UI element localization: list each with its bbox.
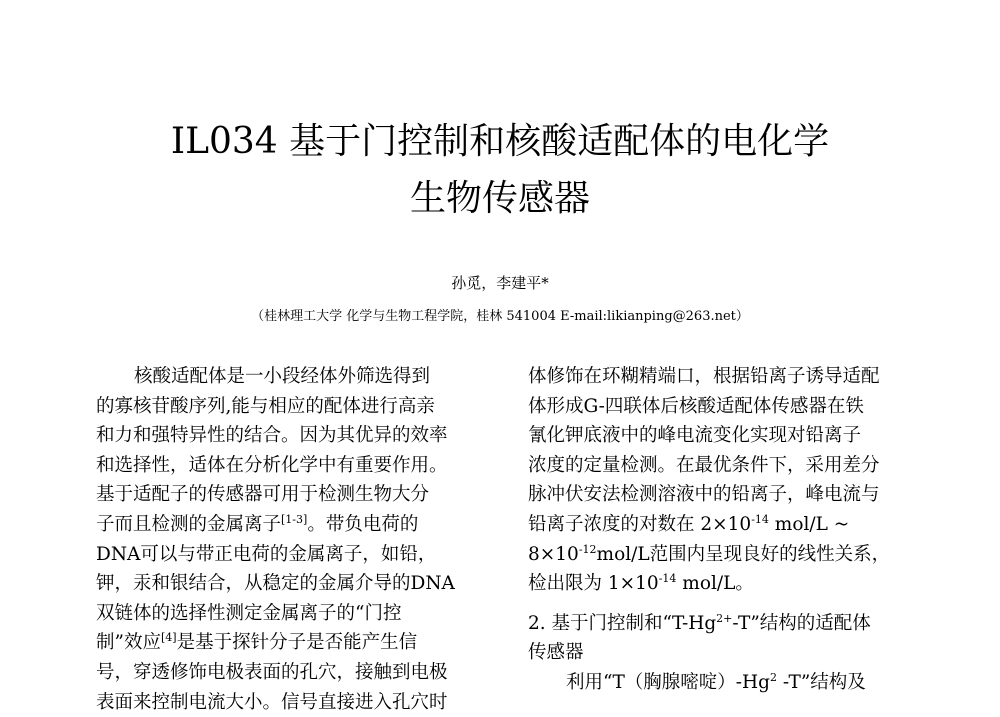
body-line: 双链体的选择性测定金属离子的“门控 xyxy=(96,602,402,624)
exponent: -14 xyxy=(751,512,769,526)
body-line xyxy=(528,668,912,698)
citation-ref: [4] xyxy=(160,631,177,645)
exponent: -14 xyxy=(658,572,677,585)
body-line xyxy=(528,569,912,599)
body-line xyxy=(528,540,912,570)
superscript: 2 xyxy=(770,670,778,684)
body-text: mol/L ~ xyxy=(768,513,850,535)
section-gap xyxy=(528,599,912,609)
body-line: 和力和强特异性的结合。因为其优异的效率 xyxy=(96,425,448,447)
body-line: 基于适配子的传感器可用于检测生物大分 xyxy=(96,484,430,506)
author-list: 孙觅，李建平* xyxy=(451,274,549,292)
body-text: 8×10 xyxy=(528,543,579,565)
body-line: DNA可以与带正电荷的金属离子，如铅， xyxy=(96,543,437,565)
left-column xyxy=(96,362,478,717)
affiliation: （桂林理工大学 化学与生物工程学院，桂林 541004 E-mail:likianping@263.net） xyxy=(251,309,749,324)
body-line: 脉冲伏安法检测溶液中的铅离子，峰电流与 xyxy=(528,484,880,506)
heading-text: 2. 基于门控制和“T-Hg xyxy=(528,612,717,634)
body-line: 体修饰在环糊精端口，根据铅离子诱导适配 xyxy=(528,366,880,387)
body-text: -T”结构及 xyxy=(777,671,866,693)
body-line: 和选择性，适体在分析化学中有重要作用。 xyxy=(96,454,448,476)
superscript: 2+ xyxy=(716,611,733,625)
body-text: mol/L范围内呈现良好的线性关系， xyxy=(596,543,891,565)
body-line xyxy=(96,628,478,658)
body-text: mol/L。 xyxy=(676,573,754,595)
exponent: -12 xyxy=(578,542,597,556)
paper-title-line-1: IL034 基于门控制和核酸适配体的电化学 xyxy=(170,121,830,162)
body-line: 号，穿透修饰电极表面的孔穴，接触到电极 xyxy=(96,661,448,683)
body-text: 子而且检测的金属离子 xyxy=(96,513,282,535)
section-heading-cont: 传感器 xyxy=(528,642,584,664)
body-text: 利用“T（胸腺嘧啶）-Hg xyxy=(566,671,771,693)
body-line: 的寡核苷酸序列,能与相应的配体进行高亲 xyxy=(96,395,435,417)
body-line: 钾，汞和银结合，从稳定的金属介导的DNA xyxy=(96,573,455,595)
right-column xyxy=(528,362,912,698)
body-line: 浓度的定量检测。在最优条件下，采用差分 xyxy=(528,454,880,476)
paper-title-line-2: 生物传感器 xyxy=(409,178,590,219)
body-line: 氰化钾底液中的峰电流变化实现对铅离子 xyxy=(528,425,862,447)
citation-ref: [1-3] xyxy=(281,512,308,526)
body-line xyxy=(528,510,912,540)
body-text: 。带负电荷的 xyxy=(307,513,419,535)
heading-text: -T”结构的适配体 xyxy=(732,612,871,634)
body-text: 铅离子浓度的对数在 2×10 xyxy=(528,513,752,535)
body-text: 制”效应 xyxy=(96,632,161,654)
section-heading xyxy=(528,609,912,639)
body-line: 核酸适配体是一小段经体外筛选得到 xyxy=(134,366,431,387)
body-line: 表面来控制电流大小。信号直接进入孔穴时 xyxy=(96,691,448,713)
body-line xyxy=(96,510,478,540)
body-text: 检出限为 1×10 xyxy=(528,573,659,595)
body-line: 体形成G-四联体后核酸适配体传感器在铁 xyxy=(528,395,864,417)
body-text: 是基于探针分子是否能产生信 xyxy=(176,632,418,654)
